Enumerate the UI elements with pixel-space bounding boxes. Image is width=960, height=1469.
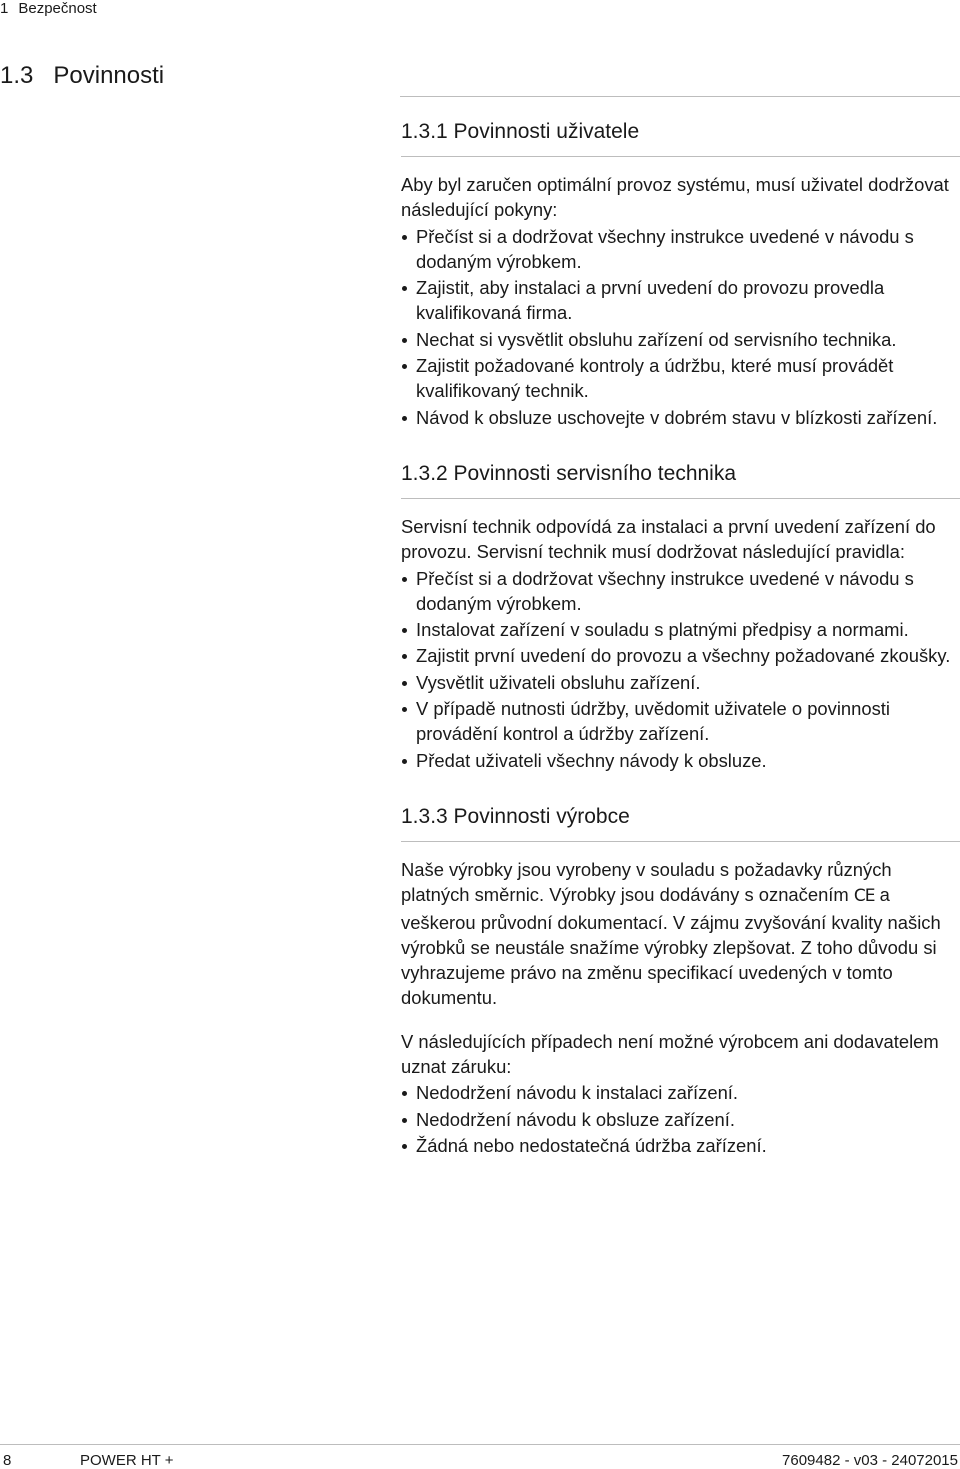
page-number: 8 xyxy=(3,1452,12,1469)
user-intro: Aby byl zaručen optimální provoz systému, musí uživatel dodržovat následující pokyny: xyxy=(401,174,949,221)
subsection-title-user: 1.3.1 Povinnosti uživatele xyxy=(401,120,640,143)
warranty-paragraph: V následujících případech není možné výrobcem ani dodavatelem uznat záruku: xyxy=(401,1030,939,1078)
user-duties-list xyxy=(401,224,960,430)
manufacturer-text-before-mark: Naše výrobky jsou vyrobeny v souladu s požadavky různých platných směrnic. Výrobky jsou dodávány s označením xyxy=(401,858,892,906)
list-item: Přečíst si a dodržovat všechny instrukce uvedené v návodu s dodaným výrobkem. xyxy=(401,224,960,275)
list-item: Instalovat zařízení v souladu s platnými předpisy a normami. xyxy=(401,617,960,642)
list-item: Žádná nebo nedostatečná údržba zařízení. xyxy=(401,1133,960,1158)
footer-divider xyxy=(0,1444,960,1445)
list-item: Nechat si vysvětlit obsluhu zařízení od servisního technika. xyxy=(401,327,960,352)
manufacturer-text-after-mark: a veškerou průvodní dokumentací. V zájmu zvyšování kvality našich výrobků se neustále snažíme výrobky zlepšovat. Z toho důvodu si vyhrazujeme právo na změnu specifikací uvedených v tomto dokumentu. xyxy=(401,884,941,1009)
section-number: 1.3 xyxy=(0,62,34,89)
technician-intro: Servisní technik odpovídá za instalaci a první uvedení zařízení do provozu. Servisní technik musí dodržovat následující pravidla: xyxy=(401,515,936,563)
document-reference: 7609482 - v03 - 24072015 xyxy=(782,1452,958,1469)
warranty-exclusions-list xyxy=(401,1080,960,1158)
list-item: Návod k obsluze uschovejte v dobrém stavu v blízkosti zařízení. xyxy=(401,405,960,430)
subsection-title-technician: 1.3.2 Povinnosti servisního technika xyxy=(401,461,737,485)
list-item: Nedodržení návodu k obsluze zařízení. xyxy=(401,1107,960,1132)
subsection-divider xyxy=(401,841,960,842)
subsection-divider xyxy=(401,156,960,157)
main-content xyxy=(401,118,960,1158)
product-name: POWER HT + xyxy=(80,1452,174,1469)
list-item: Vysvětlit uživateli obsluhu zařízení. xyxy=(401,670,960,695)
manufacturer-paragraph xyxy=(401,857,960,1011)
list-item: Zajistit, aby instalaci a první uvedení do provozu provedla kvalifikovaná firma. xyxy=(401,275,960,326)
technician-duties-list xyxy=(401,566,960,773)
running-header xyxy=(0,0,107,17)
subsection-title-manufacturer: 1.3.3 Povinnosti výrobce xyxy=(401,804,630,828)
list-item: Předat uživateli všechny návody k obsluze. xyxy=(401,748,960,773)
list-item: Nedodržení návodu k instalaci zařízení. xyxy=(401,1080,960,1105)
chapter-title: Bezpečnost xyxy=(18,0,97,17)
list-item: Zajistit první uvedení do provozu a všechny požadované zkoušky. xyxy=(401,643,960,668)
subsection-divider xyxy=(401,498,960,499)
section-divider xyxy=(400,96,960,97)
section-title: Povinnosti xyxy=(53,62,165,89)
list-item: Zajistit požadované kontroly a údržbu, které musí provádět kvalifikovaný technik. xyxy=(401,353,960,404)
list-item: V případě nutnosti údržby, uvědomit uživatele o povinnosti provádění kontrol a údržby zařízení. xyxy=(401,696,960,747)
list-item: Přečíst si a dodržovat všechny instrukce uvedené v návodu s dodaným výrobkem. xyxy=(401,566,960,617)
ce-mark-icon: CE xyxy=(853,886,875,907)
chapter-number: 1 xyxy=(0,0,9,17)
section-heading xyxy=(0,62,164,90)
